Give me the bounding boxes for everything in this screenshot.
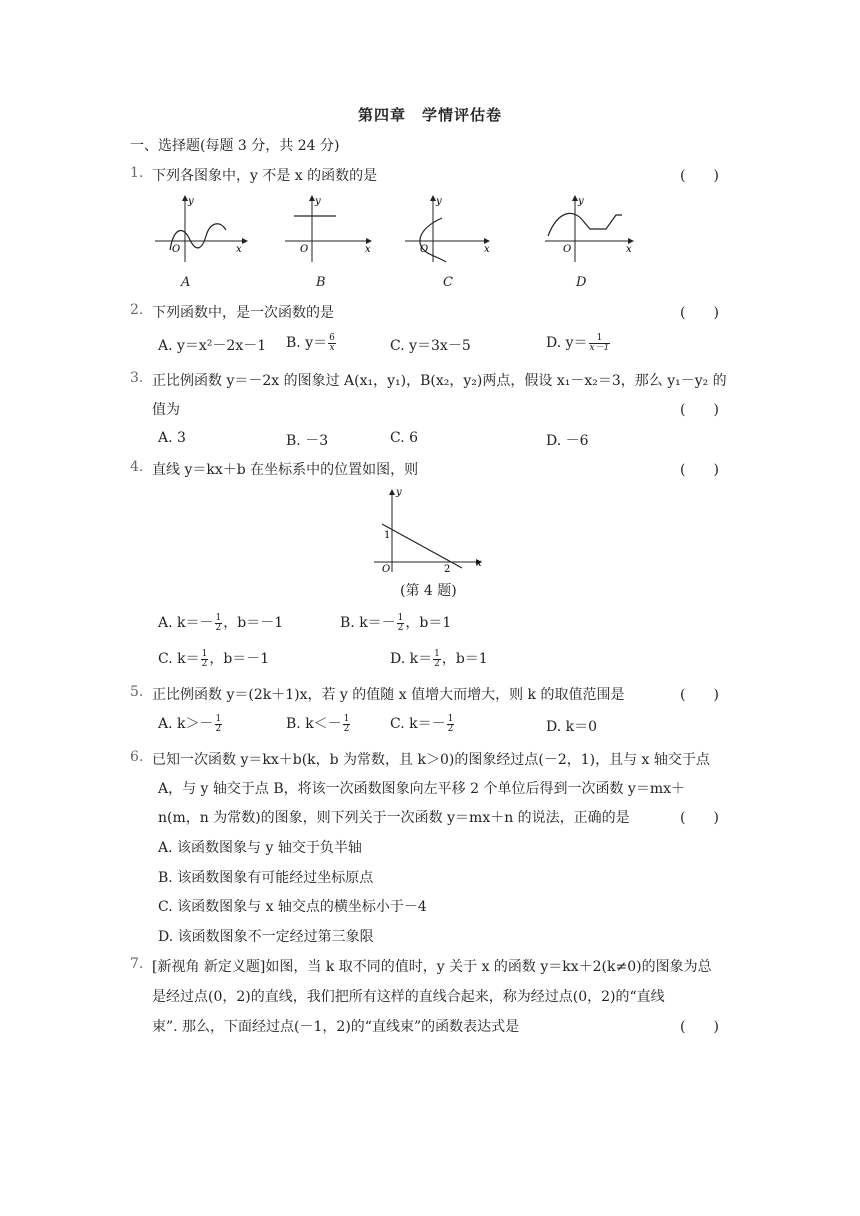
q5-text: 正比例函数 y＝(2k＋1)x，若 y 的值随 x 值增大而增大，则 k 的取值范围是 xyxy=(152,687,625,703)
q2-answer-blank: ( ) xyxy=(680,305,719,321)
q4-option-b: B. k＝－ $\frac{1}{2}$ ，b＝1 xyxy=(340,612,452,633)
q5-option-b: B. k＜－ $\frac{1}{2}$ xyxy=(286,713,350,734)
q1-text: 下列各图象中，y 不是 x 的函数的是 xyxy=(152,168,378,184)
q1d-origin: O xyxy=(563,244,572,255)
q7-text-line3: 束”. 那么，下面经过点(－1，2)的“直线束”的函数表达式是 xyxy=(152,1019,520,1035)
q1c-y: y xyxy=(436,196,442,207)
q1-graph-c xyxy=(400,190,500,270)
page-title: 第四章 学情评估卷 xyxy=(357,106,502,124)
q1-graph-d xyxy=(540,190,650,270)
q1c-origin: O xyxy=(420,244,429,255)
q1a-origin: O xyxy=(172,244,181,255)
q1c-x: x xyxy=(484,244,490,255)
q3-option-c: C. 6 xyxy=(390,430,419,446)
q6-option-b: B. 该函数图象有可能经过坐标原点 xyxy=(158,870,374,886)
q6-option-a: A. 该函数图象与 y 轴交于负半轴 xyxy=(158,840,362,856)
q3-option-b: B. －3 xyxy=(286,433,329,449)
section-heading: 一、选择题(每题 3 分，共 24 分) xyxy=(130,138,340,154)
q7-number: 7. xyxy=(130,956,144,972)
q1a-y: y xyxy=(188,196,194,207)
q4-option-a: A. k＝－ $\frac{1}{2}$ ，b＝－1 xyxy=(158,612,284,633)
q4-answer-blank: ( ) xyxy=(680,462,719,478)
q1-label-d: D xyxy=(576,275,587,290)
q4-option-c: C. k＝ $\frac{1}{2}$ ，b＝－1 xyxy=(158,648,270,669)
q1-number: 1. xyxy=(130,165,144,181)
q4-origin: O xyxy=(382,564,391,575)
q6-option-d: D. 该函数图象不一定经过第三象限 xyxy=(158,929,374,945)
q5-option-c: C. k＝－ $\frac{1}{2}$ xyxy=(390,713,454,734)
q3-text-line2: 值为 xyxy=(152,402,180,418)
q3-text-line1: 正比例函数 y＝－2x 的图象过 A(x₁，y₁)，B(x₂，y₂)两点，假设 x₁－x₂＝3，那么 y₁－y₂ 的 xyxy=(152,373,727,389)
q4-text: 直线 y＝kx＋b 在坐标系中的位置如图，则 xyxy=(152,462,419,478)
q3-option-a: A. 3 xyxy=(158,430,186,446)
q2-option-b: B. y＝ $\frac{6}{x}$ xyxy=(286,332,335,353)
q3-number: 3. xyxy=(130,370,144,386)
q2-text: 下列函数中，是一次函数的是 xyxy=(152,305,334,321)
q5-answer-blank: ( ) xyxy=(680,687,719,703)
q1-label-a: A xyxy=(181,275,191,290)
q4-tick-y: 1 xyxy=(384,530,391,541)
q1-label-c: C xyxy=(443,275,453,290)
q1a-x: x xyxy=(236,244,242,255)
q1-graph-b xyxy=(280,190,380,270)
q2-option-c: C. y＝3x－5 xyxy=(390,338,471,354)
q3-answer-blank: ( ) xyxy=(680,402,719,418)
q5-option-a: A. k＞－ $\frac{1}{2}$ xyxy=(158,713,222,734)
q1b-x: x xyxy=(365,244,371,255)
q5-option-d: D. k＝0 xyxy=(546,719,598,735)
q1b-origin: O xyxy=(300,244,309,255)
q6-text-line1: 已知一次函数 y＝kx＋b(k，b 为常数，且 k＞0)的图象经过点(－2，1)，且与 x 轴交于点 xyxy=(152,752,710,768)
q6-text-line2: A，与 y 轴交于点 B，将该一次函数图象向左平移 2 个单位后得到一次函数 y＝mx＋ xyxy=(158,781,685,797)
q2-option-a: A. y＝x²－2x－1 xyxy=(158,338,267,354)
q7-text-line2: 是经过点(0，2)的直线，我们把所有这样的直线合起来，称为经过点(0，2)的“直线 xyxy=(152,989,665,1005)
q4-tick-x: 2 xyxy=(444,564,451,575)
q4-x-label: x xyxy=(476,558,482,569)
q1-graph-a xyxy=(150,190,250,270)
q4-caption: (第 4 题) xyxy=(400,583,457,599)
q4-number: 4. xyxy=(130,459,144,475)
q1-label-b: B xyxy=(316,275,326,290)
q4-graph xyxy=(370,486,490,575)
q1d-x: x xyxy=(626,244,632,255)
q1b-y: y xyxy=(315,196,321,207)
q1d-y: y xyxy=(578,196,584,207)
q2-option-d: D. y＝ $\frac{1}{x-1}$ xyxy=(546,332,610,353)
q4-y-label: y xyxy=(396,487,402,498)
q4-option-d: D. k＝ $\frac{1}{2}$ ，b＝1 xyxy=(390,648,488,669)
q3-option-d: D. －6 xyxy=(546,433,589,449)
q6-option-c: C. 该函数图象与 x 轴交点的横坐标小于－4 xyxy=(158,899,427,915)
q6-number: 6. xyxy=(130,749,144,765)
q6-answer-blank: ( ) xyxy=(680,810,719,826)
q6-text-line3: n(m，n 为常数)的图象，则下列关于一次函数 y＝mx＋n 的说法，正确的是 xyxy=(158,810,630,826)
q1-answer-blank: ( ) xyxy=(680,168,719,184)
q7-answer-blank: ( ) xyxy=(680,1019,719,1035)
q7-text-line1: [新视角 新定义题]如图，当 k 取不同的值时，y 关于 x 的函数 y＝kx＋2(k≠0)的图象为总 xyxy=(152,959,712,975)
q5-number: 5. xyxy=(130,684,144,700)
q2-number: 2. xyxy=(130,302,144,318)
